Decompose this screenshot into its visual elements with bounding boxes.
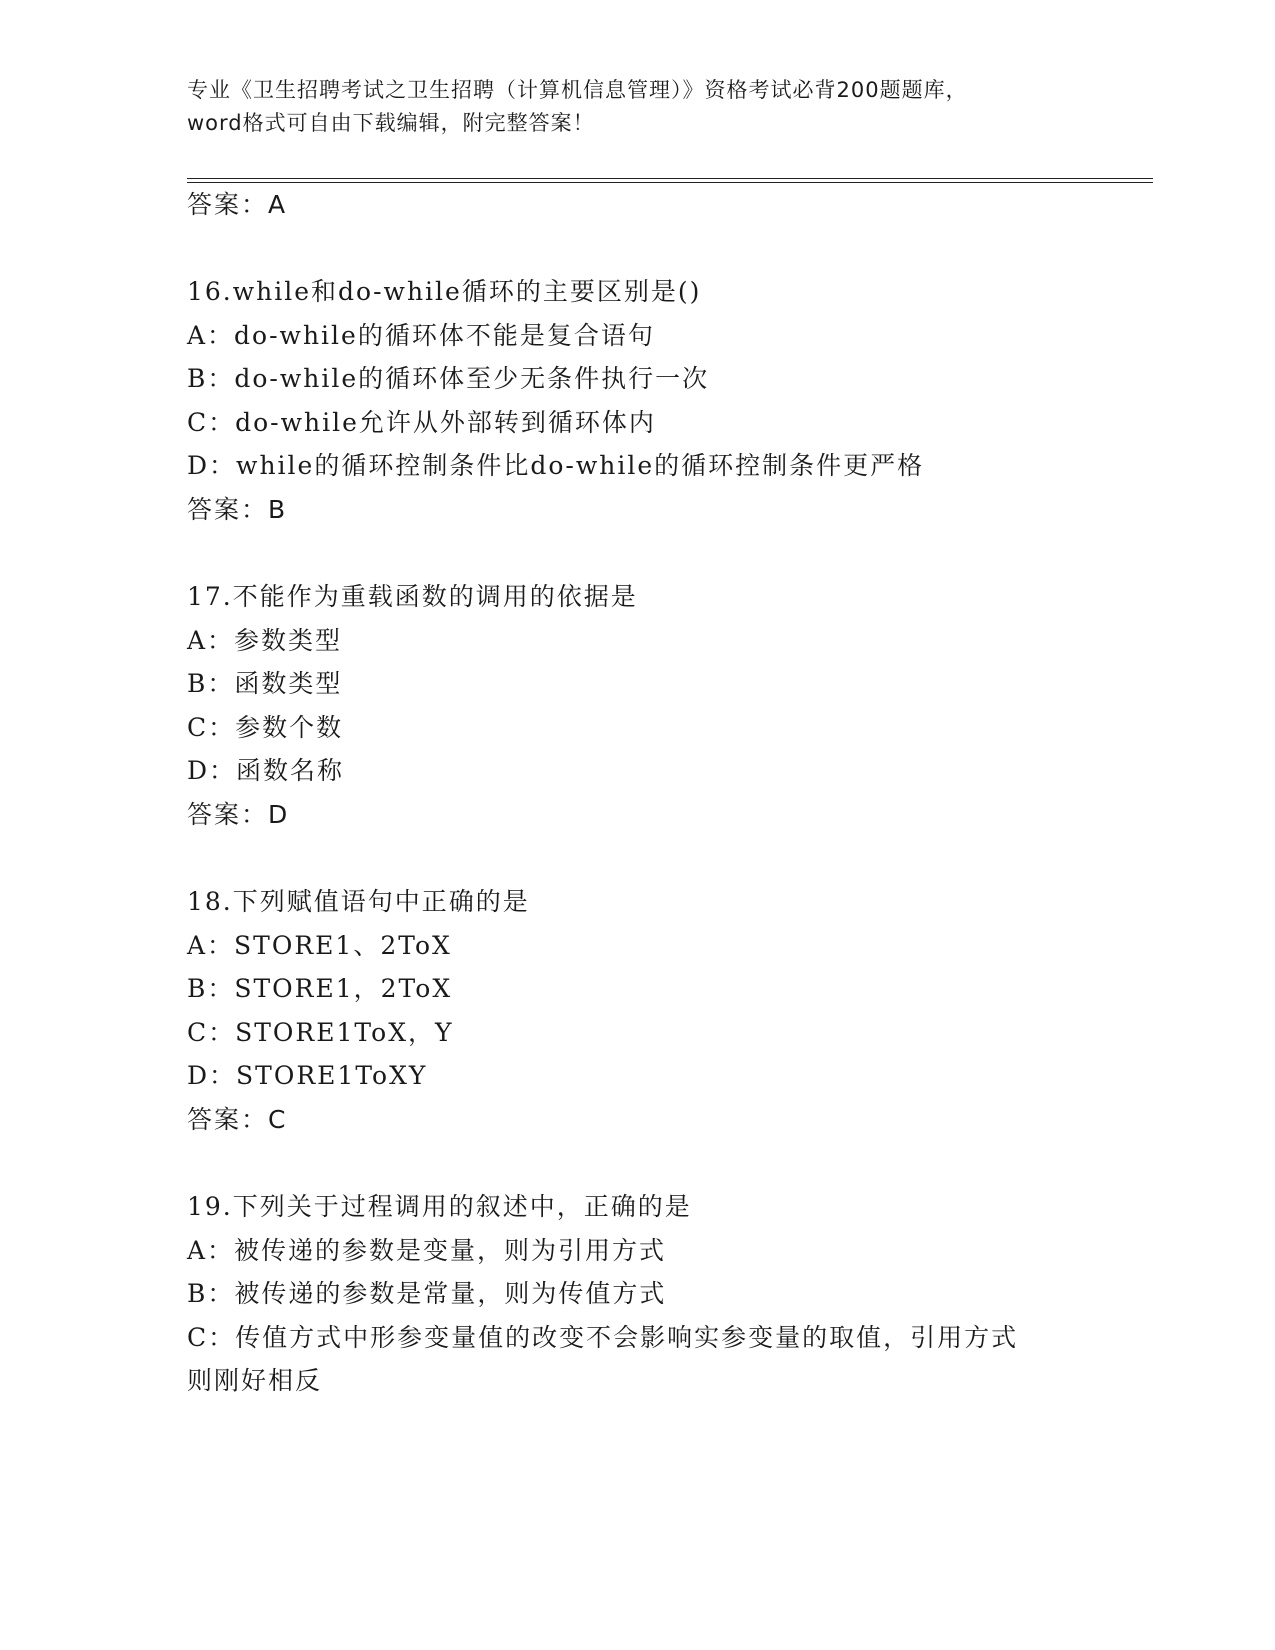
option-b: B：被传递的参数是常量，则为传值方式 xyxy=(187,1279,667,1308)
question-text: 17.不能作为重载函数的调用的依据是 xyxy=(187,582,638,611)
option-a: A：被传递的参数是变量，则为引用方式 xyxy=(187,1236,667,1265)
option-a: A：STORE1、2ToX xyxy=(187,931,452,960)
option-c-continued: 则刚好相反 xyxy=(187,1366,323,1395)
option-c: C：STORE1ToX，Y xyxy=(187,1018,454,1047)
option-b: B：do-while的循环体至少无条件执行一次 xyxy=(187,364,710,393)
option-c: C：传值方式中形参变量值的改变不会影响实参变量的取值，引用方式 xyxy=(187,1323,1019,1352)
answer: 答案：C xyxy=(187,1105,288,1134)
document-header xyxy=(187,74,1087,140)
option-d: D：函数名称 xyxy=(187,756,345,785)
header-divider-bottom xyxy=(187,182,1153,183)
header-divider-top xyxy=(187,178,1153,179)
question-text: 18.下列赋值语句中正确的是 xyxy=(187,887,530,916)
option-b: B：函数类型 xyxy=(187,669,343,698)
option-a: A：do-while的循环体不能是复合语句 xyxy=(187,321,655,350)
answer-15: 答案：A xyxy=(187,190,288,219)
option-a: A：参数类型 xyxy=(187,626,343,655)
option-c: C：参数个数 xyxy=(187,713,344,742)
option-c: C：do-while允许从外部转到循环体内 xyxy=(187,408,656,437)
answer: 答案：D xyxy=(187,800,290,829)
question-text: 16.while和do-while循环的主要区别是() xyxy=(187,277,702,306)
answer: 答案：B xyxy=(187,495,288,524)
option-d: D：while的循环控制条件比do-while的循环控制条件更严格 xyxy=(187,451,925,480)
header-line-2: word格式可自由下载编辑，附完整答案！ xyxy=(187,111,595,135)
question-text: 19.下列关于过程调用的叙述中，正确的是 xyxy=(187,1192,692,1221)
option-b: B：STORE1，2ToX xyxy=(187,974,453,1003)
header-line-1: 专业《卫生招聘考试之卫生招聘（计算机信息管理）》资格考试必背200题题库， xyxy=(187,78,968,102)
option-d: D：STORE1ToXY xyxy=(187,1061,428,1090)
